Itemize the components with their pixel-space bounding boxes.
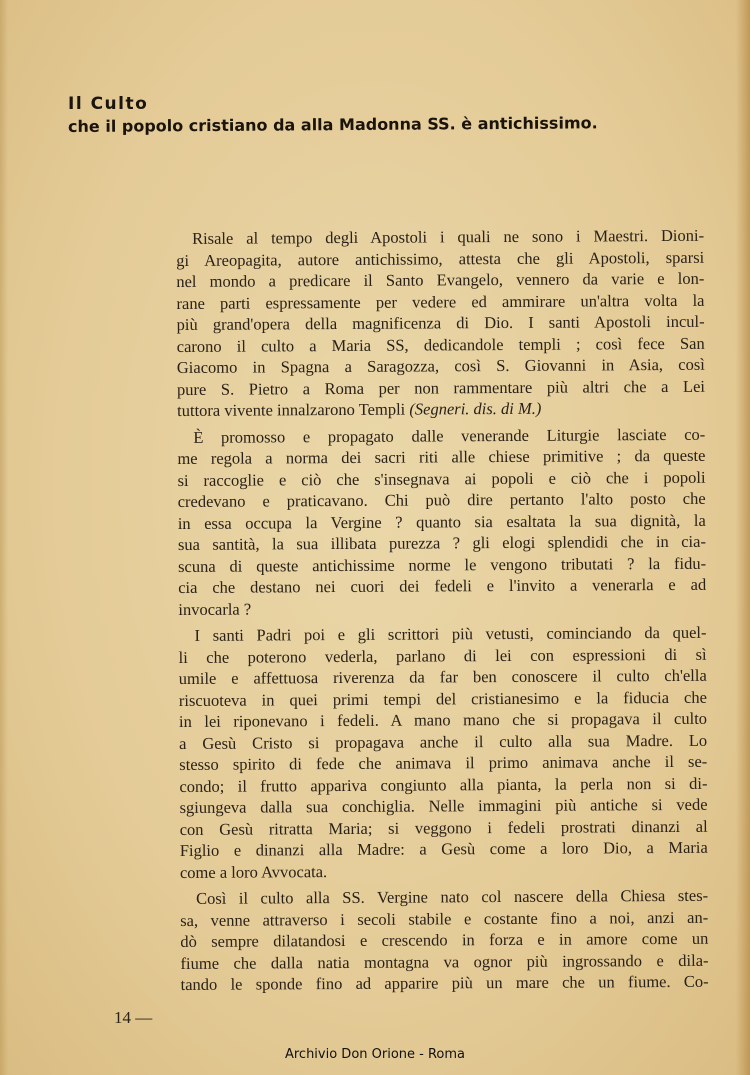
text-line: dò sempre dilatandosi e crescendo in forza e in amore come un [180,928,709,951]
text-line: fiume che dalla natia montagna va ognor più ingrossando e dila- [180,950,709,973]
text-line: pure S. Pietro a Roma per non rammentare più altri che a Lei [176,376,706,399]
text-line: stesso spirito di fede che animava il primo animava anche il se- [179,751,708,774]
text-line: Giacomo in Spagna a Saragozza, così S. Giovanni in Asia, così [176,354,705,377]
text-line: sgiungeva dalla sua conchiglia. Nelle immagini più antiche si vede [179,794,708,817]
text-line: invocarla ? [178,599,252,619]
text-line: Così il culto alla SS. Vergine nato col nascere della Chiesa stes- [196,885,709,908]
text-line: condo; il frutto appariva congiunto alla pianta, la perla non si di- [179,773,708,796]
text-line: credevano e praticavano. Chi può dire pertanto l'alto posto che [177,488,706,511]
text-line: con Gesù ritratta Maria; si veggono i fedeli prostrati dinanzi al [179,816,708,839]
text-line: in essa occupa la Vergine ? quanto sia esaltata la sua dignità, la [177,510,706,533]
text-line: sa, venne attraverso i secoli stabile e costante fino a noi, anzi an- [180,907,709,930]
text-line: li che poterono vederla, parlano di lei con espressioni di sì [178,644,707,667]
page-left-edge [0,0,8,1075]
text-line: cia che destano nei cuori dei fedeli e l'invito a venerarla e ad [178,574,707,597]
text-line: in lei riponevano i fedeli. A mano mano che si propagava il culto [178,708,708,731]
citation: (Segneri. dis. di M.) [409,398,542,419]
text-line: Figlio e dinanzi alla Madre: a Gesù come a loro Dio, a Maria [179,837,708,860]
heading-line-1: Il Culto [68,94,149,114]
text-line: umile e affettuosa riverenza da far ben conoscere il culto ch'ella [178,665,707,688]
text-line: nel mondo a predicare il Santo Evangelo, vennero da varie e lon- [176,268,705,291]
text-line: più grand'opera della magnificenza di Dio. I santi Apostoli incul- [176,311,705,334]
paragraph [176,225,705,422]
paragraph [177,423,706,620]
page-number: 14 — [114,1008,153,1027]
heading-line-2: che il popolo cristiano da alla Madonna SS. è antichissimo. [67,113,598,136]
text-line: scuna di queste antichissime norme le vengono tributati ? la fidu- [178,553,707,576]
text-line [177,397,705,422]
paragraph [178,622,708,883]
page-right-edge [736,0,750,1075]
text-line: tando le sponde fino ad apparire più un mare che un fiume. Co- [180,971,709,994]
text-line: carono il culto a Maria SS, dedicandole templi ; così fece San [176,333,705,356]
text-line: me regola a norma dei sacri riti alle chiese primitive ; da queste [177,445,706,468]
paragraph [180,885,709,996]
text-line-content: tuttora vivente innalzarono Templi [177,399,406,420]
text-line: rane parti espressamente per vedere ed ammirare un'altra volta la [176,290,705,313]
archive-footer: Archivio Don Orione - Roma [284,1047,466,1062]
text-line: riscuoteva in quei primi tempi del cristianesimo e la fiducia che [178,687,707,710]
text-line: sua santità, la sua illibata purezza ? gli elogi splendidi che in cia- [177,531,706,554]
text-line: a Gesù Cristo si propagava anche il culto alla sua Madre. Lo [179,730,708,753]
text-line: È promosso e propagato dalle venerande Liturgie lasciate co- [193,424,706,447]
text-line: come a loro Avvocata. [179,861,328,882]
body-text [176,225,709,1001]
text-line: si raccoglie e ciò che s'insegnava ai popoli e ciò che i popoli [177,467,706,490]
text-line: Risale al tempo degli Apostoli i quali ne sono i Maestri. Dioni- [192,225,705,248]
text-line: I santi Padri poi e gli scrittori più vetusti, cominciando da quel- [194,622,707,645]
text-line: gi Areopagita, autore antichissimo, attesta che gli Apostoli, sparsi [176,247,705,270]
